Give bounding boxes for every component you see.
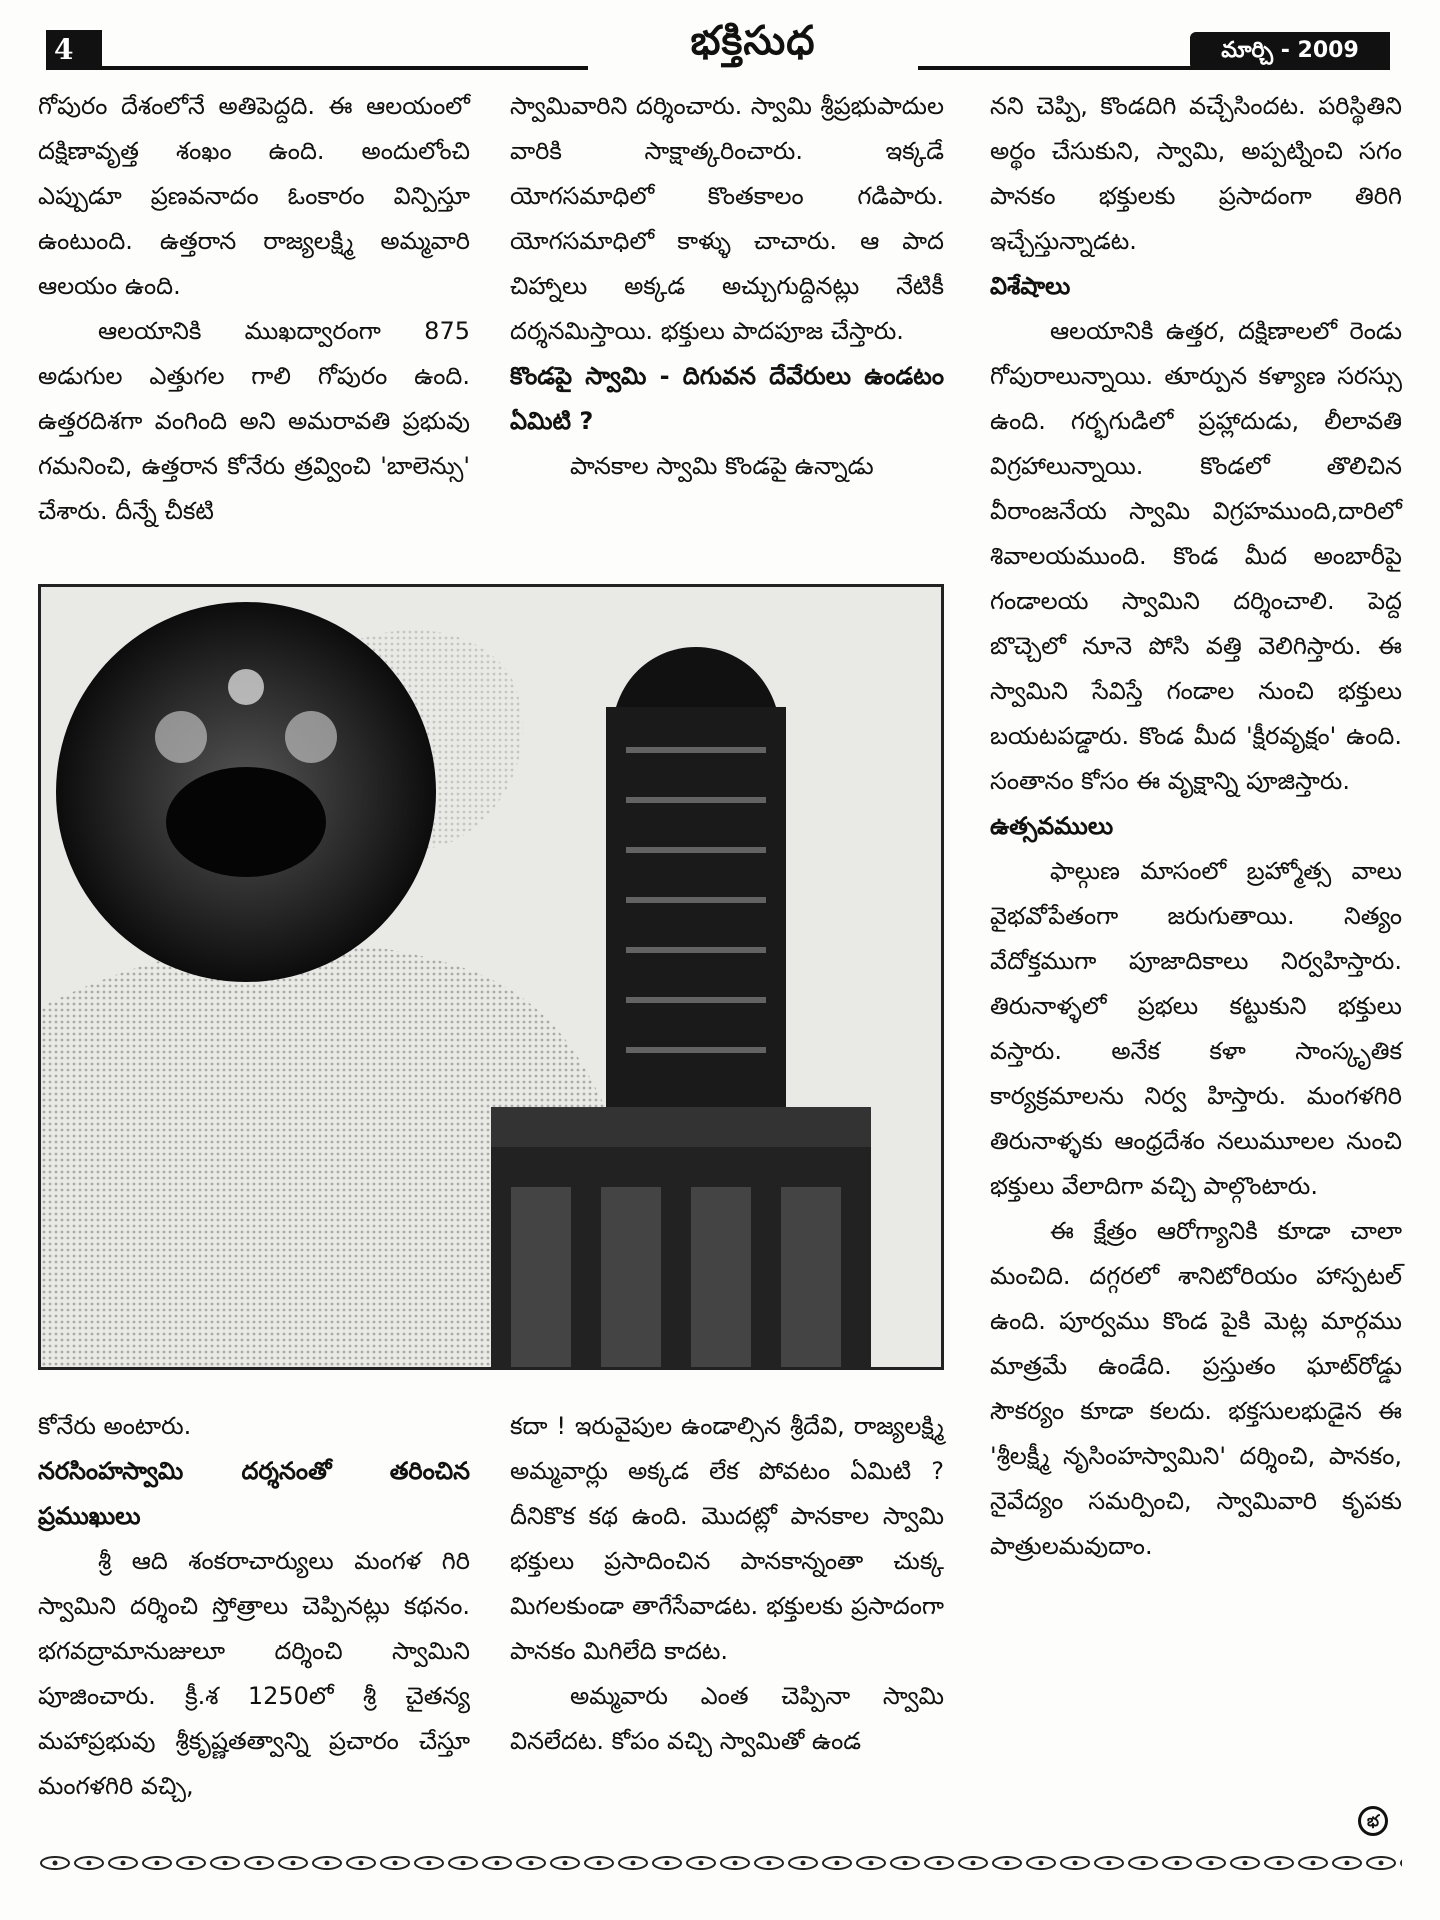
ornamental-border: [38, 1852, 1402, 1874]
column-1-top: [38, 84, 470, 534]
paragraph: పానకాల స్వామి కొండపై ఉన్నాడు: [570, 452, 874, 480]
paragraph: ఫాల్గుణ మాసంలో బ్రహ్మోత్స వాలు వైభవోపేతంగా జరుగుతాయి. నిత్యం వేదోక్తముగా పూజాదికాలు నిర్వహిస్తారు. తిరునాళ్ళలో ప్రభలు కట్టుకుని భక్తులు వస్తారు. అనేక కళా సాంస్కృతిక కార్యక్రమాలను నిర్వ హిస్తారు. మంగళగిరి తిరునాళ్ళకు ఆంధ్రదేశం నలుమూలల నుంచి భక్తులు వేలాదిగా వచ్చి పాల్గొంటారు.: [990, 857, 1402, 1200]
section-heading: విశేషాలు: [990, 272, 1071, 300]
paragraph: స్వామివారిని దర్శించారు. స్వామి శ్రీప్రభుపాదుల వారికి సాక్షాత్కరించారు. ఇక్కడే యోగసమాధిలో కొంతకాలం గడిపారు. యోగసమాధిలో కాళ్ళు చాచారు. ఆ పాద చిహ్నాలు అక్కడ అచ్చుగుద్దినట్లు నేటికీ దర్శనమిస్తాయి. భక్తులు పాదపూజ చేస్తారు.: [510, 92, 944, 345]
paragraph: నని చెప్పి, కొండదిగి వచ్చేసిందట. పరిస్థితిని అర్థం చేసుకుని, స్వామి, అప్పట్నించి సగం పానకం భక్తులకు ప్రసాదంగా తిరిగి ఇచ్చేస్తున్నాడట.: [990, 92, 1402, 255]
page-number: 4: [46, 30, 102, 70]
paragraph: కదా ! ఇరువైపుల ఉండాల్సిన శ్రీదేవి, రాజ్యలక్ష్మి అమ్మవార్లు అక్కడ లేక పోవటం ఏమిటి ? దీనికొక కథ ఉంది. మొదట్లో పానకాల స్వామి భక్తులు ప్రసాదించిన పానకాన్నంతా చుక్క మిగలకుండా తాగేసేవాడట. భక్తులకు ప్రసాదంగా పానకం మిగిలేది కాదట.: [510, 1412, 944, 1665]
magazine-title: భక్తిసుధ: [588, 18, 918, 74]
page-header: [28, 18, 1412, 80]
paragraph: ఆలయానికి ఉత్తర, దక్షిణాలలో రెండు గోపురాలున్నాయి. తూర్పున కళ్యాణ సరస్సు ఉంది. గర్భగుడిలో ప్రహ్లాదుడు, లీలావతి విగ్రహాలున్నాయి. కొండలో తొలిచిన వీరాంజనేయ స్వామి విగ్రహముంది,దారిలో శివాలయముంది. కొండ మీద అంబారీపై గండాలయ స్వామిని దర్శించాలి. పెద్ద బొచ్చెలో నూనె పోసి వత్తి వెలిగిస్తారు. ఈ స్వామిని సేవిస్తే గండాల నుంచి భక్తులు బయటపడ్డారు. కొండ మీద 'క్షీరవృక్షం' ఉంది. సంతానం కోసం ఈ వృక్షాన్ని పూజిస్తారు.: [990, 317, 1402, 795]
paragraph: ఆలయానికి ముఖద్వారంగా 875 అడుగుల ఎత్తుగల గాలి గోపురం ఉంది. ఉత్తరదిశగా వంగింది అని అమరావతి ప్రభువు గమనించి, ఉత్తరాన కోనేరు త్రవ్వించి 'బాలెన్సు' చేశారు. దీన్నే చీకటి: [38, 317, 470, 525]
paragraph: కోనేరు అంటారు.: [38, 1412, 192, 1440]
section-heading: ఉత్సవములు: [990, 812, 1114, 840]
column-3: [990, 84, 1402, 1569]
section-heading: నరసింహస్వామి దర్శనంతో తరించిన ప్రముఖులు: [38, 1457, 470, 1530]
column-2-top: [510, 84, 944, 489]
paragraph: అమ్మవారు ఎంత చెప్పినా స్వామి వినలేదట. కోపం వచ్చి స్వామితో ఉండ: [510, 1682, 944, 1755]
ornamental-border-graphic: [38, 1852, 1402, 1874]
temple-photo: [38, 584, 944, 1370]
section-heading: కొండపై స్వామి - దిగువన దేవేరులు ఉండటం ఏమిటి ?: [510, 362, 944, 435]
paragraph: శ్రీ ఆది శంకరాచార్యులు మంగళ గిరి స్వామిని దర్శించి స్తోత్రాలు చెప్పినట్లు కథనం. భగవద్రామానుజులూ దర్శించి స్వామిని పూజించారు. క్రీ.శ 1250లో శ్రీ చైతన్య మహాప్రభువు శ్రీకృష్ణతత్వాన్ని ప్రచారం చేస్తూ మంగళగిరి వచ్చి,: [38, 1547, 470, 1800]
column-2-bottom: [510, 1404, 944, 1764]
paragraph: గోపురం దేశంలోనే అతిపెద్దది. ఈ ఆలయంలో దక్షిణావృత్త శంఖం ఉంది. అందులోంచి ఎప్పుడూ ప్రణవనాదం ఓంకారం విన్పిస్తూ ఉంటుంది. ఉత్తరాన రాజ్యలక్ష్మి అమ్మవారి ఆలయం ఉంది.: [38, 92, 470, 300]
paragraph: ఈ క్షేత్రం ఆరోగ్యానికి కూడా చాలా మంచిది. దగ్గరలో శానిటోరియం హాస్పటల్ ఉంది. పూర్వము కొండ పైకి మెట్ల మార్గము మాత్రమే ఉండేది. ప్రస్తుతం ఘాట్‌రోడ్డు సౌకర్యం కూడా కలదు. భక్తసులభుడైన ఈ 'శ్రీలక్ష్మీ నృసింహస్వామిని' దర్శించి, పానకం, నైవేద్యం సమర్పించి, స్వామివారి కృపకు పాత్రులమవుదాం.: [990, 1217, 1402, 1560]
issue-date: మార్చి - 2009: [1190, 32, 1390, 70]
column-1-bottom: [38, 1404, 470, 1809]
end-mark: భ: [1358, 1806, 1388, 1836]
temple-photo-graphic: [41, 587, 941, 1367]
